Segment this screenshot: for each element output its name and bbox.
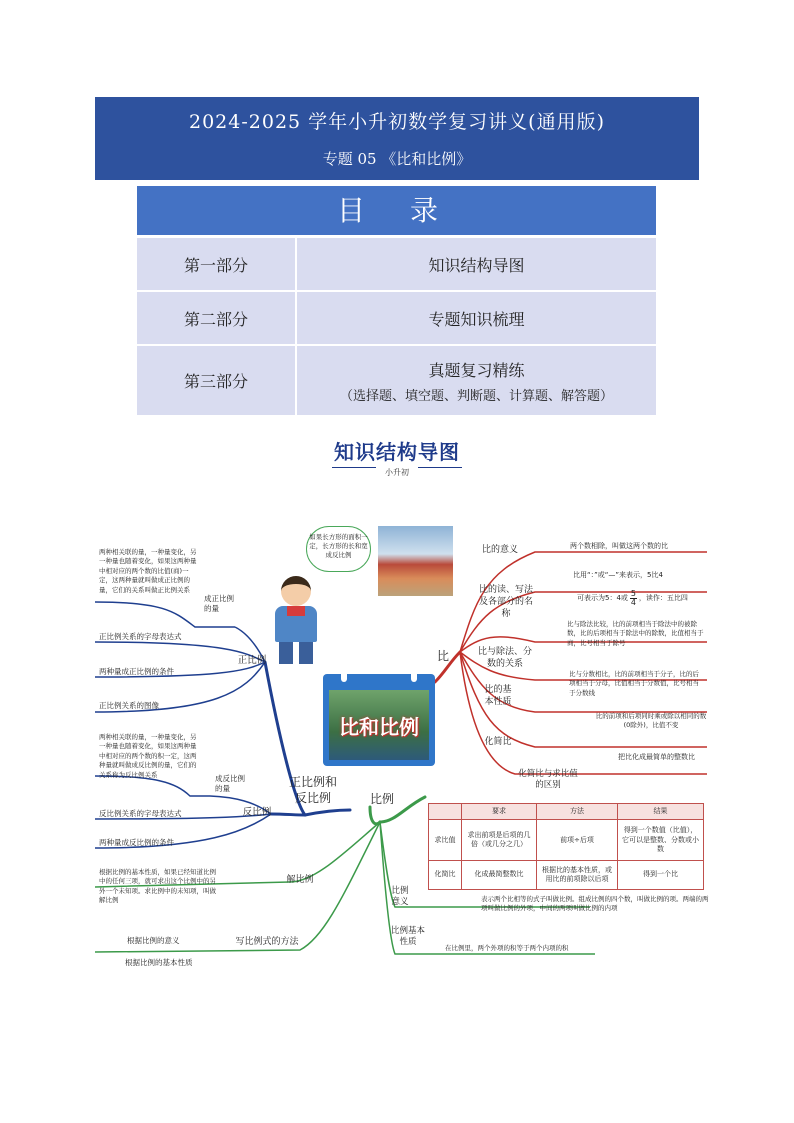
toc-row[interactable] xyxy=(137,292,656,344)
toc-part: 第一部分 xyxy=(137,238,297,290)
banner-title: 知识结构导图 xyxy=(334,440,460,464)
node-zhengfan[interactable]: 正比例和反比例 xyxy=(288,775,337,806)
desc-bi-guanxi-1: 比与除法比较，比的前项相当于除法中的被除数，比的后项相当于除法中的除数，比值相当于商，比号相当于除号 xyxy=(567,620,704,647)
document-header xyxy=(95,97,699,180)
table-header-cell: 方法 xyxy=(537,804,618,820)
banner-divider xyxy=(418,467,462,468)
banner-divider xyxy=(332,467,376,468)
label-zheng-graph: 正比例关系的图像 xyxy=(99,701,159,710)
desc-bili-yiyi: 表示两个比相等的式子叫做比例。组成比例的四个数，叫做比例的项。两端的两项叫做比例的外项，中间的两项叫做比例的内项 xyxy=(481,895,709,913)
table-header-cell xyxy=(429,804,462,820)
table-cell: 得到一个比 xyxy=(618,861,704,890)
table-cell: 化成最简整数比 xyxy=(462,861,537,890)
toc-content: 知识结构导图 xyxy=(428,255,525,275)
toc-heading: 目 录 xyxy=(137,186,656,235)
label-zheng-amount: 成正比例的量 xyxy=(204,594,234,613)
toc-content: 专题知识梳理 xyxy=(428,309,525,329)
desc-jiebili: 根据比例的基本性质，如果已经知道比例中的任何三项，就可求出这个比例中的另外一个未知项。求比例中的未知项，叫做解比例 xyxy=(99,868,216,905)
fraction-denominator: 4 xyxy=(630,598,636,607)
desc-bi-du-1: 比用“：”或“—”来表示，5比4 xyxy=(573,571,663,579)
center-calendar-image xyxy=(323,674,435,766)
node-bi[interactable]: 比 xyxy=(436,649,449,663)
fraction-numerator: 5 xyxy=(630,589,636,598)
tiananmen-photo xyxy=(378,526,453,596)
node-fanbili[interactable]: 反比例 xyxy=(242,807,272,818)
desc-bi-yiyi: 两个数相除，叫做这两个数的比 xyxy=(570,542,668,550)
desc-bili-xingzhi: 在比例里，两个外项的积等于两个内项的积 xyxy=(445,944,569,952)
node-bili-yiyi[interactable]: 比例意义 xyxy=(391,886,409,908)
toc-subcontent: （选择题、填空题、判断题、计算题、解答题） xyxy=(339,388,613,404)
boy-illustration xyxy=(265,576,329,664)
toc-content: 真题复习精练 xyxy=(428,360,525,380)
desc-zheng-amount: 两种相关联的量，一种量变化，另一种量也随着变化，如果这两种量中相对应的两个数的比值(商)一定，这两种量就叫做成正比例的量，它们的关系叫做正比例关系 xyxy=(99,548,197,594)
node-bi-huajian[interactable]: 化简比 xyxy=(484,737,512,747)
desc-bi-guanxi-2: 比与分数相比，比的前项相当于分子，比的后项相当于分母，比值相当于分数值，比号相当于分数线 xyxy=(569,670,699,697)
table-row xyxy=(429,861,704,890)
node-zhengbili[interactable]: 正比例 xyxy=(237,655,267,666)
document-title: 2024-2025 学年小升初数学复习讲义(通用版) xyxy=(189,111,605,133)
node-bi-du[interactable]: 比的读、写法及各部分的名称 xyxy=(478,585,533,620)
table-row xyxy=(429,820,704,861)
node-bi-xingzhi[interactable]: 比的基本性质 xyxy=(484,685,512,708)
desc-bi-xingzhi: 比的前项和后项同时乘或除以相同的数(0除外)，比值不变 xyxy=(595,712,707,730)
table-header-cell: 要求 xyxy=(462,804,537,820)
node-bi-guanxi[interactable]: 比与除法、分数的关系 xyxy=(477,647,532,670)
label-zheng-formula: 正比例关系的字母表达式 xyxy=(99,632,182,641)
label-xie-xingzhi: 根据比例的基本性质 xyxy=(125,958,193,967)
table-cell: 求出前项是后项的几倍（或几分之几） xyxy=(462,820,537,861)
desc-bi-du-2-pre: 可表示为5：4或 xyxy=(577,594,628,603)
fraction xyxy=(630,590,637,607)
desc-bi-du-2 xyxy=(577,590,688,607)
table-cell: 得到一个数值（比值），它可以是整数、分数或小数 xyxy=(618,820,704,861)
table-header-cell: 结果 xyxy=(618,804,704,820)
table-cell: 化简比 xyxy=(429,861,462,890)
center-title: 比和比例 xyxy=(339,714,419,739)
toc-part: 第二部分 xyxy=(137,292,297,344)
desc-bi-huajian: 把比化成最简单的整数比 xyxy=(618,753,695,761)
toc-part: 第三部分 xyxy=(137,346,297,415)
banner-small: 小升初 xyxy=(385,468,409,477)
label-fan-formula: 反比例关系的字母表达式 xyxy=(99,809,182,818)
label-fan-amount: 成反比例的量 xyxy=(215,774,245,793)
comparison-table xyxy=(428,803,704,890)
mindmap-banner xyxy=(330,436,464,484)
desc-bi-du-2-post: ，读作：五比四 xyxy=(638,594,688,603)
label-xie-yiyi: 根据比例的意义 xyxy=(127,936,180,945)
node-jiebili[interactable]: 解比例 xyxy=(286,875,314,885)
node-bi-yiyi[interactable]: 比的意义 xyxy=(481,545,518,555)
label-fan-condition: 两种量成反比例的条件 xyxy=(99,838,174,847)
table-header-row xyxy=(429,804,704,820)
toc-row[interactable] xyxy=(137,346,656,415)
node-bili[interactable]: 比例 xyxy=(369,792,394,806)
table-cell: 根据比的基本性质，或用比的前项除以后项 xyxy=(537,861,618,890)
table-cell: 求比值 xyxy=(429,820,462,861)
node-bili-xingzhi[interactable]: 比例基本性质 xyxy=(391,926,426,948)
table-cell: 前项÷后项 xyxy=(537,820,618,861)
document-subtitle: 专题 05 《比和比例》 xyxy=(322,150,472,168)
desc-fan-amount: 两种相关联的量，一种量变化，另一种量也随着变化，如果这两种量中相对应的两个数的积一定，这两种量就叫做成反比例的量，它们的关系称为反比例关系 xyxy=(99,733,197,779)
mind-map xyxy=(95,512,707,972)
toc-row[interactable] xyxy=(137,238,656,290)
speech-bubble: 如果长方形的面积一定，长方形的长和宽成反比例 xyxy=(306,526,371,572)
node-bi-qubie[interactable]: 化简比与求比值的区别 xyxy=(518,769,578,791)
label-zheng-condition: 两种量成正比例的条件 xyxy=(99,667,174,676)
node-xiebili[interactable]: 写比例式的方法 xyxy=(235,937,299,947)
